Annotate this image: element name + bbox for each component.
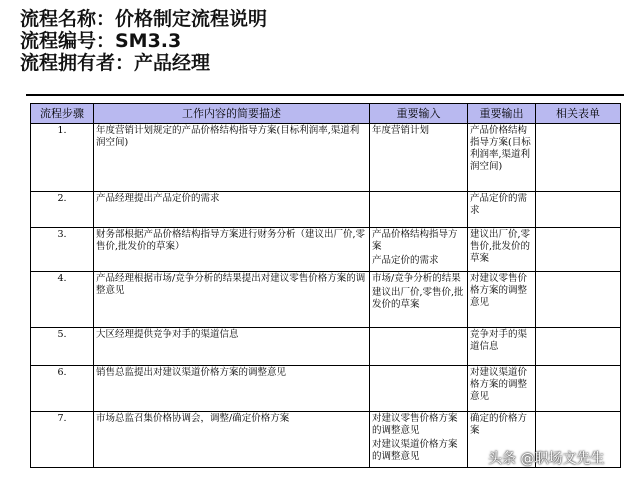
- step-number: 6.: [31, 366, 94, 412]
- col-header-inputs: 重要输入: [370, 104, 468, 124]
- step-description: 产品经理提出产品定价的需求: [94, 192, 370, 228]
- step-forms: [536, 124, 621, 192]
- input-item: 产品价格结构指导方案: [372, 229, 458, 252]
- col-header-outputs: 重要输出: [468, 104, 536, 124]
- table-header-row: [31, 104, 621, 124]
- input-item: 年度营销计划: [372, 125, 430, 136]
- step-description: 财务部根据产品价格结构指导方案进行财务分析（建议出厂价,零售价,批发价的草案）: [94, 228, 370, 272]
- step-output: 建议出厂价,零售价,批发价的草案: [468, 228, 536, 272]
- step-description: 年度营销计划规定的产品价格结构指导方案(目标利润率,渠道利润空间): [94, 124, 370, 192]
- step-inputs: [370, 124, 468, 192]
- input-item: 对建议渠道价格方案的调整意见: [372, 439, 458, 462]
- table-row: [31, 272, 621, 328]
- step-number: 7.: [31, 412, 94, 468]
- step-output: 对建议零售价格方案的调整意见: [468, 272, 536, 328]
- input-item: 产品定价的需求: [372, 255, 439, 266]
- step-number: 3.: [31, 228, 94, 272]
- step-output: 产品定价的需求: [468, 192, 536, 228]
- table-row: [31, 328, 621, 366]
- table-row: [31, 192, 621, 228]
- step-number: 4.: [31, 272, 94, 328]
- col-header-description: 工作内容的简要描述: [94, 104, 370, 124]
- input-item: 对建议零售价格方案的调整意见: [372, 413, 458, 436]
- table-row: [31, 366, 621, 412]
- step-inputs: [370, 272, 468, 328]
- step-number: 2.: [31, 192, 94, 228]
- step-inputs: [370, 228, 468, 272]
- step-number: 5.: [31, 328, 94, 366]
- step-forms: [536, 192, 621, 228]
- step-number: 1.: [31, 124, 94, 192]
- input-item: 市场/竞争分析的结果: [372, 273, 461, 284]
- step-output: 对建议渠道价格方案的调整意见: [468, 366, 536, 412]
- step-inputs: [370, 366, 468, 412]
- document-header: [20, 8, 267, 74]
- step-forms: [536, 228, 621, 272]
- process-owner: 流程拥有者：产品经理: [20, 52, 211, 74]
- table-row: [31, 124, 621, 192]
- col-header-step: 流程步骤: [31, 104, 94, 124]
- col-header-forms: 相关表单: [536, 104, 621, 124]
- input-item: 建议出厂价,零售价,批发价的草案: [372, 287, 464, 310]
- step-output: 确定的价格方案: [468, 412, 536, 468]
- step-inputs: [370, 412, 468, 468]
- step-description: 市场总监召集价格协调会，调整/确定价格方案: [94, 412, 370, 468]
- step-output: 产品价格结构指导方案(目标利润率,渠道利润空间): [468, 124, 536, 192]
- process-number: 流程编号：SM3.3: [20, 30, 182, 52]
- process-table: [30, 103, 621, 468]
- step-description: 大区经理提供竞争对手的渠道信息: [94, 328, 370, 366]
- step-output: 竞争对手的渠道信息: [468, 328, 536, 366]
- step-forms: [536, 272, 621, 328]
- step-forms: [536, 328, 621, 366]
- step-description: 产品经理根据市场/竞争分析的结果提出对建议零售价格方案的调整意见: [94, 272, 370, 328]
- process-name: 流程名称：价格制定流程说明: [20, 8, 268, 30]
- step-inputs: [370, 192, 468, 228]
- step-description: 销售总监提出对建议渠道价格方案的调整意见: [94, 366, 370, 412]
- table-row: [31, 228, 621, 272]
- step-forms: [536, 366, 621, 412]
- watermark: 头条 @职场文先生: [488, 451, 605, 467]
- step-inputs: [370, 328, 468, 366]
- header-divider: [26, 94, 624, 96]
